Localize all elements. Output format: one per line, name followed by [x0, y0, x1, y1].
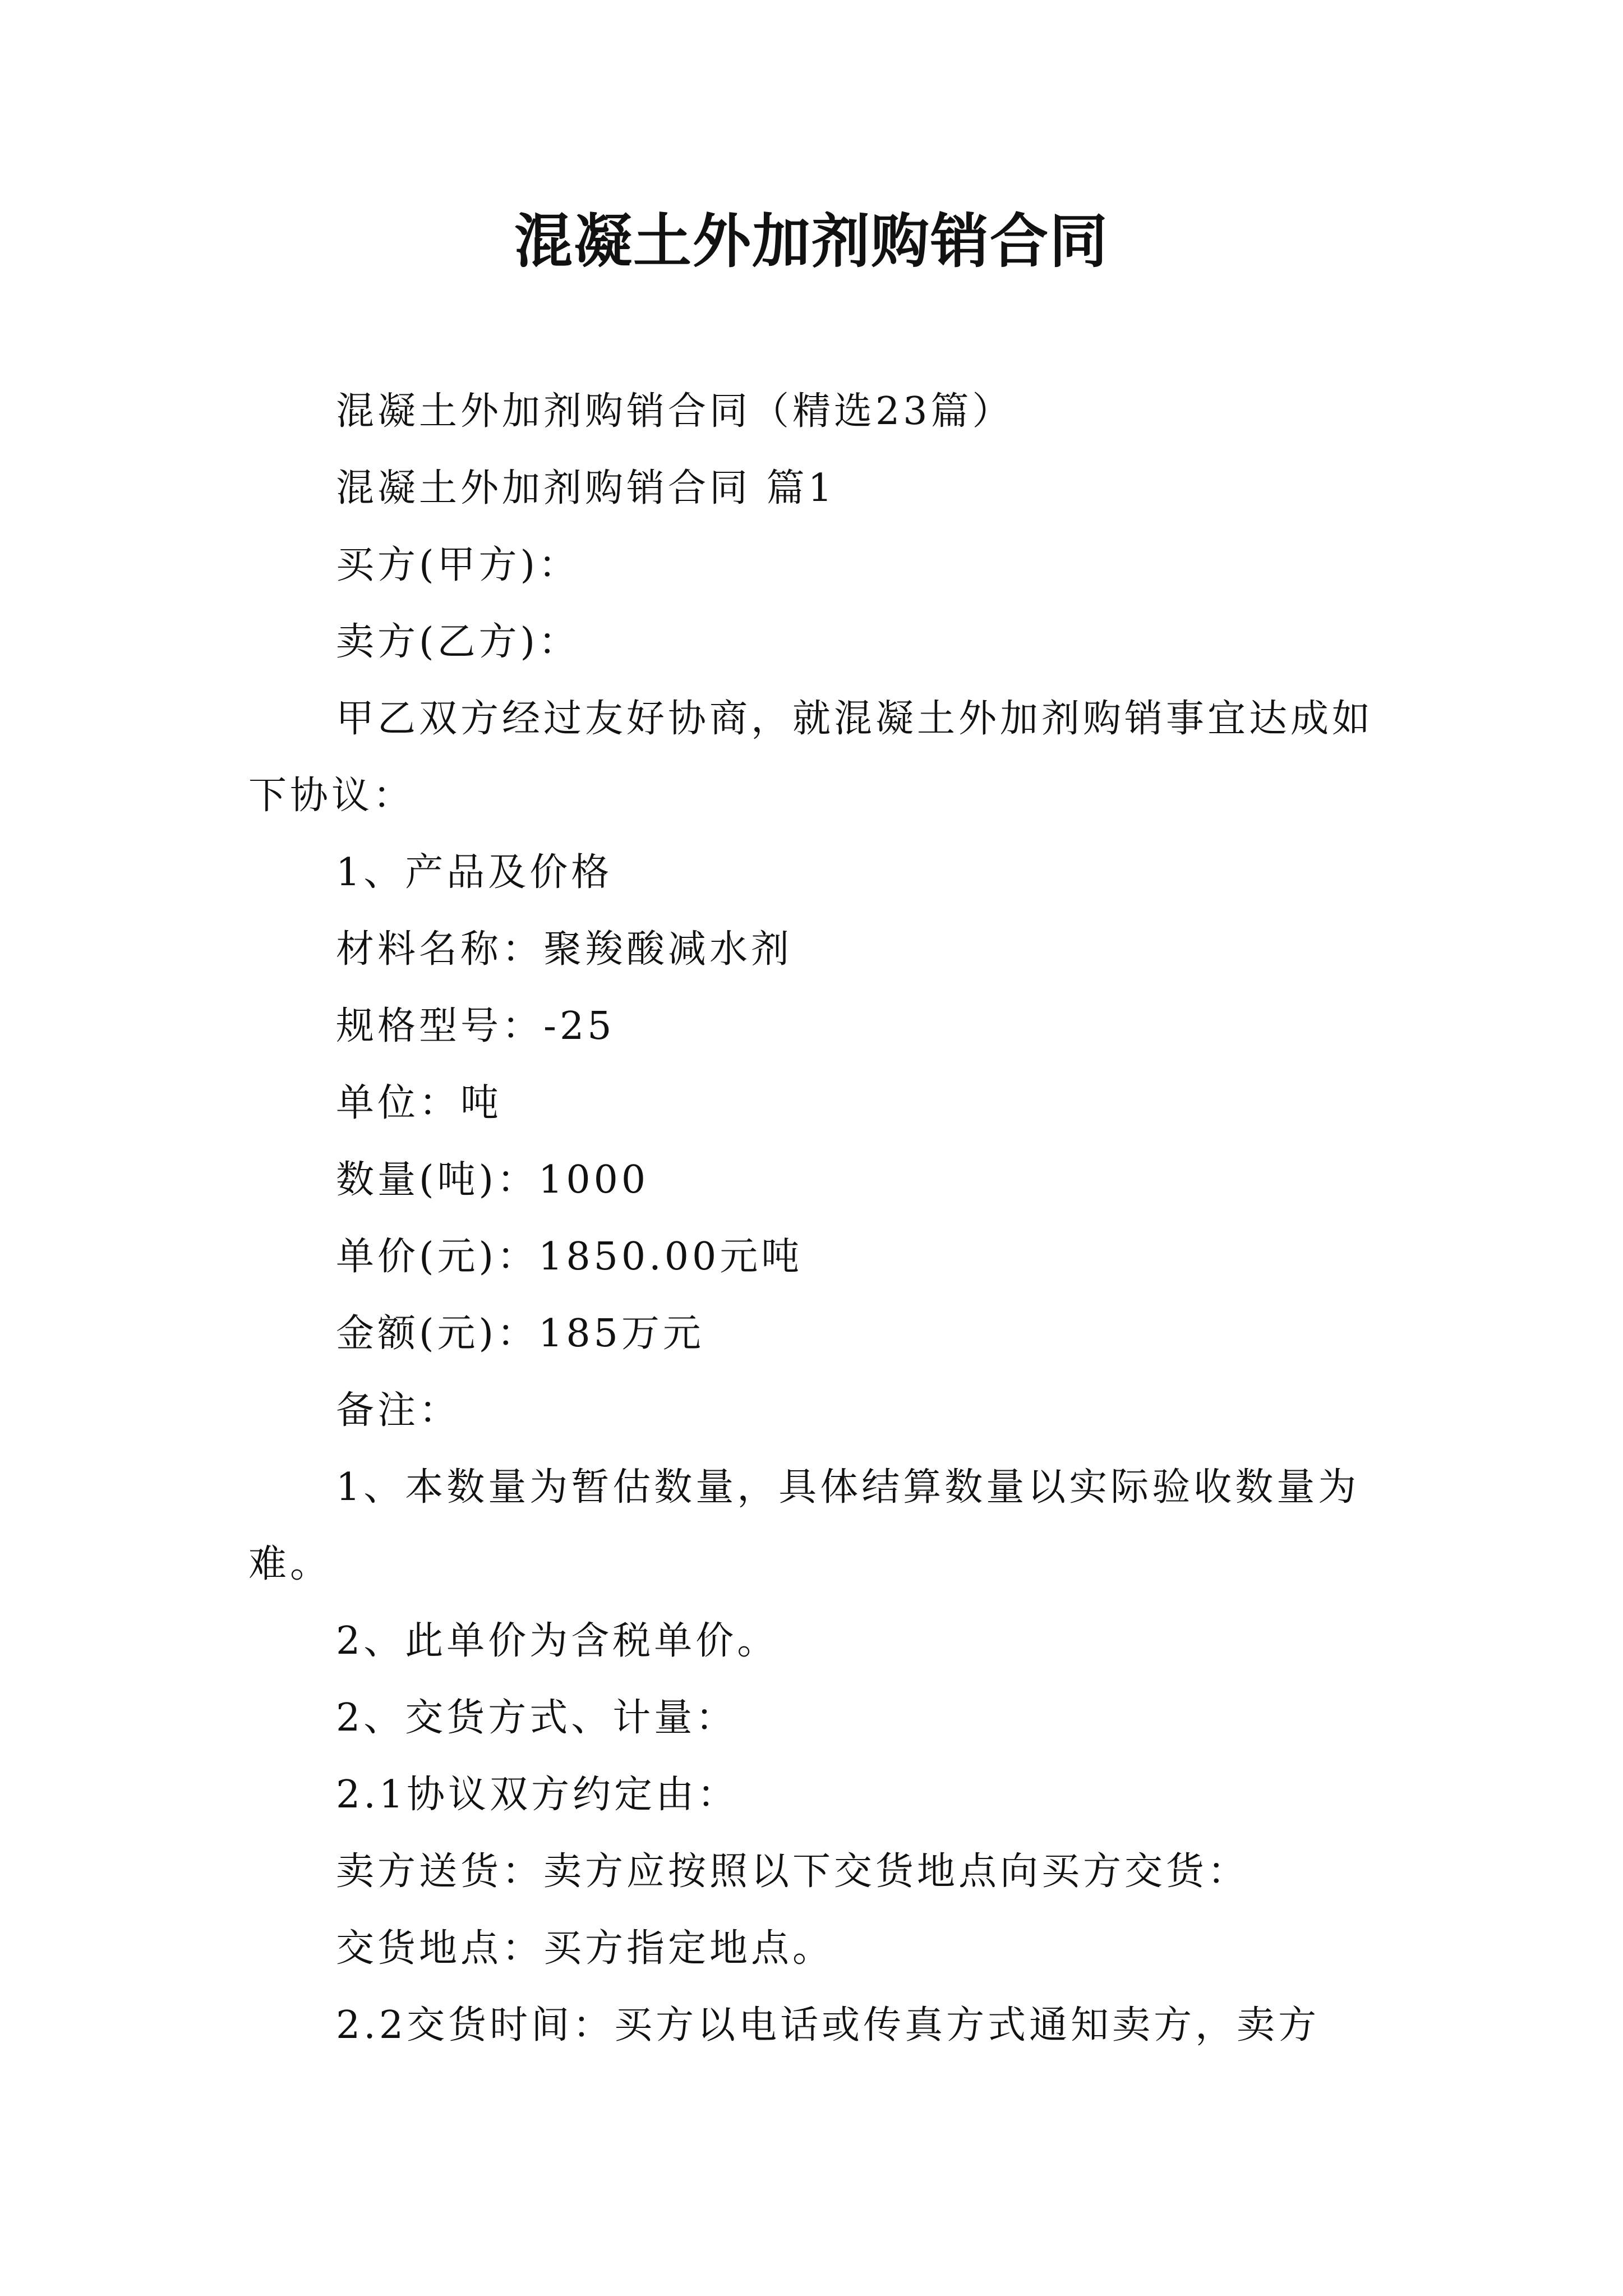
paragraph: 单价(元)：1850.00元吨: [336, 1235, 803, 1279]
paragraph: 2、交货方式、计量：: [336, 1696, 737, 1740]
paragraph: 规格型号：-25: [336, 1004, 615, 1048]
document-body: [248, 373, 1393, 2064]
paragraph: 卖方(乙方)：: [336, 620, 580, 664]
paragraph: 2.1协议双方约定由：: [336, 1773, 739, 1817]
paragraph: 2.2交货时间：买方以电话或传真方式通知卖方，卖方: [336, 2003, 1320, 2047]
paragraph: 混凝土外加剂购销合同（精选23篇）: [336, 389, 1014, 434]
paragraph: 材料名称：聚羧酸减水剂: [336, 927, 793, 972]
paragraph: 备注：: [336, 1388, 461, 1433]
paragraph: 金额(元)：185万元: [336, 1312, 704, 1356]
paragraph: 1、本数量为暂估数量，具体结算数量以实际验收数量为难。: [248, 1465, 1360, 1586]
paragraph: 单位：吨: [336, 1081, 502, 1125]
document-title: 混凝土外加剂购销合同: [514, 206, 1109, 275]
paragraph: 混凝土外加剂购销合同 篇1: [336, 466, 836, 510]
paragraph: 交货地点：买方指定地点。: [336, 1926, 834, 1971]
paragraph: 买方(甲方)：: [336, 543, 580, 587]
paragraph: 2、此单价为含税单价。: [336, 1619, 779, 1663]
paragraph: 数量(吨)：1000: [336, 1158, 649, 1202]
paragraph: 甲乙双方经过友好协商，就混凝土外加剂购销事宜达成如下协议：: [248, 697, 1374, 818]
paragraph: 卖方送货：卖方应按照以下交货地点向买方交货：: [336, 1849, 1249, 1894]
paragraph: 1、产品及价格: [336, 850, 613, 895]
